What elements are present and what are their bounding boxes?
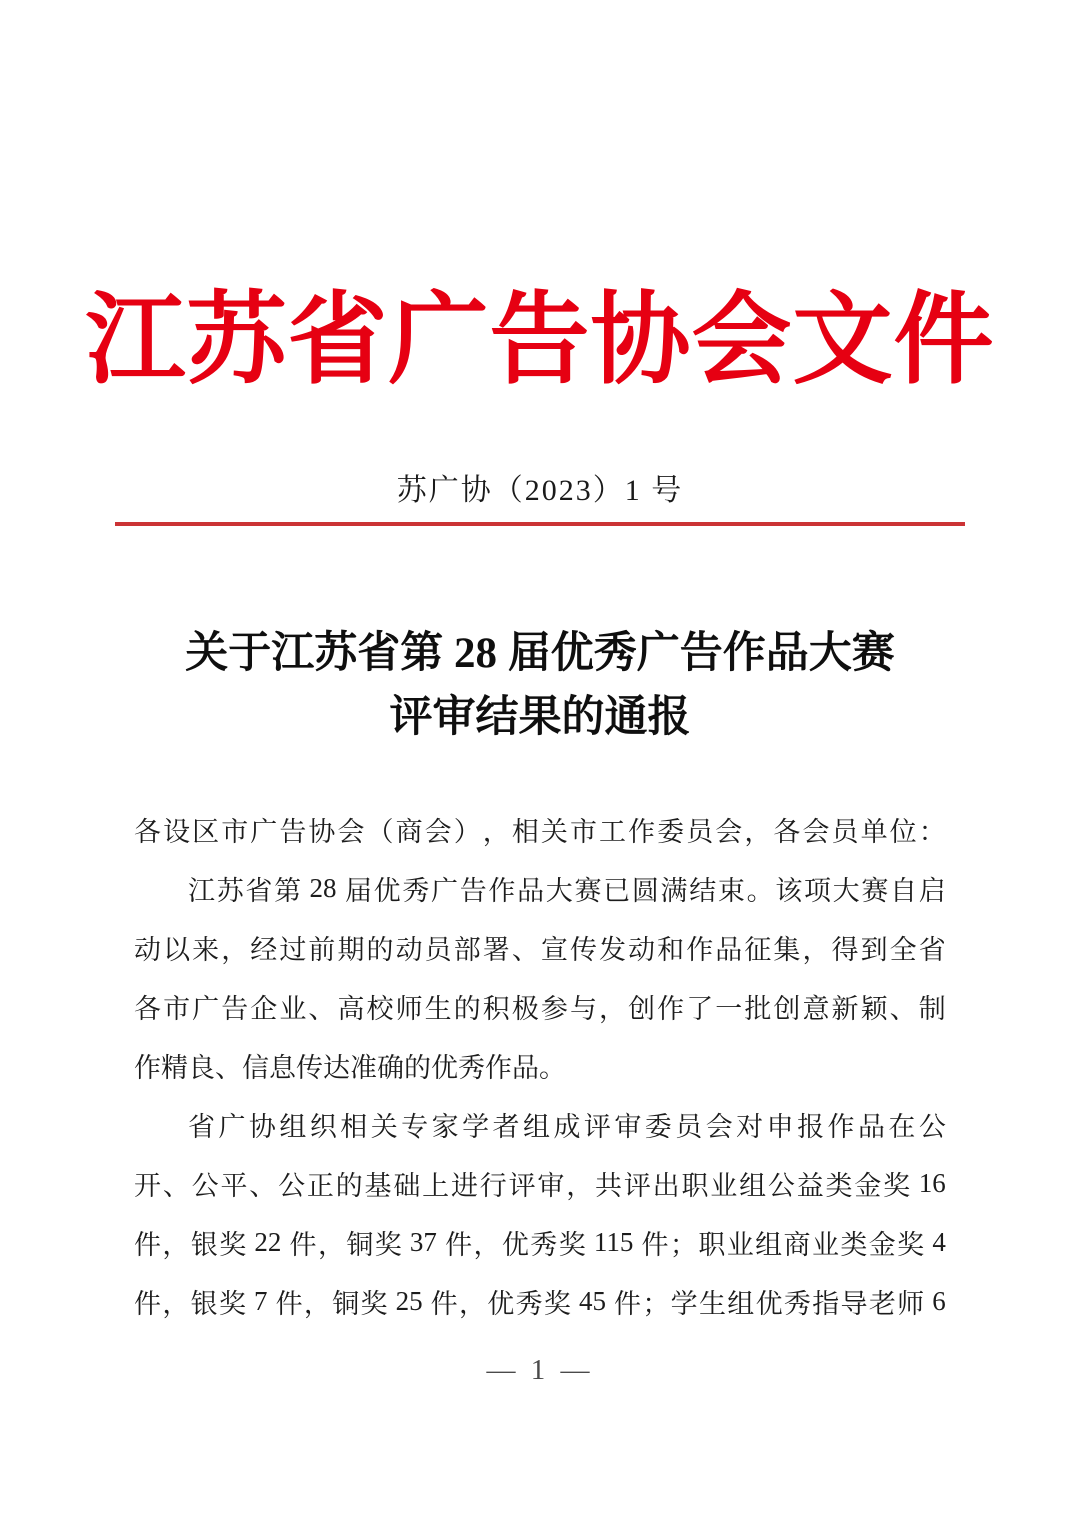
body-line: 省 广 协 组 织 相 关 专 家 学 者 组 成 评 审 委 员 会 对 申 报 作 品 在 公	[188, 1112, 946, 1142]
doc-title-line1: 关于江苏省第 28 届优秀广告作品大赛	[185, 630, 895, 677]
org-header-title: 江苏省广告协会文件	[85, 285, 995, 396]
body-line: 江 苏 省 第 28 届 优 秀 广 告 作 品 大 赛 已 圆 满 结 束 。 该 项 大 赛 自 启	[188, 873, 946, 906]
body-line: 作 精 良 、 信 息 传 达 准 确 的 优 秀 作 品 。	[134, 1053, 566, 1083]
red-divider-rule	[115, 522, 965, 526]
body-line: 件 ， 银 奖 7 件 ， 铜 奖 25 件 ， 优 秀 奖 45 件 ； 学 生 组 优 秀 指 导 老 师 6	[134, 1286, 946, 1319]
doc-title-line2: 评审结果的通报	[389, 694, 691, 741]
body-line: 件 ， 银 奖 22 件 ， 铜 奖 37 件 ， 优 秀 奖 115 件 ； 职 业 组 商 业 类 金 奖 4	[134, 1227, 946, 1260]
doc-number: 苏广协（2023）1 号	[396, 474, 684, 507]
body-text	[134, 800, 946, 1331]
body-line: 各 市 广 告 企 业 、 高 校 师 生 的 积 极 参 与 ， 创 作 了 一 批 创 意 新 颖 、 制	[134, 994, 946, 1024]
body-line: 动 以 来 ， 经 过 前 期 的 动 员 部 署 、 宣 传 发 动 和 作 品 征 集 ， 得 到 全 省	[134, 935, 946, 965]
doc-title	[0, 622, 1080, 750]
body-line: 各 设 区 市 广 告 协 会 （ 商 会 ） ， 相 关 市 工 作 委 员 会 ， 各 会 员 单 位 ：	[134, 817, 946, 847]
body-line: 开 、 公 平 、 公 正 的 基 础 上 进 行 评 审 ， 共 评 出 职 业 组 公 益 类 金 奖 16	[134, 1168, 946, 1201]
page-number: — 1 —	[486, 1354, 594, 1386]
